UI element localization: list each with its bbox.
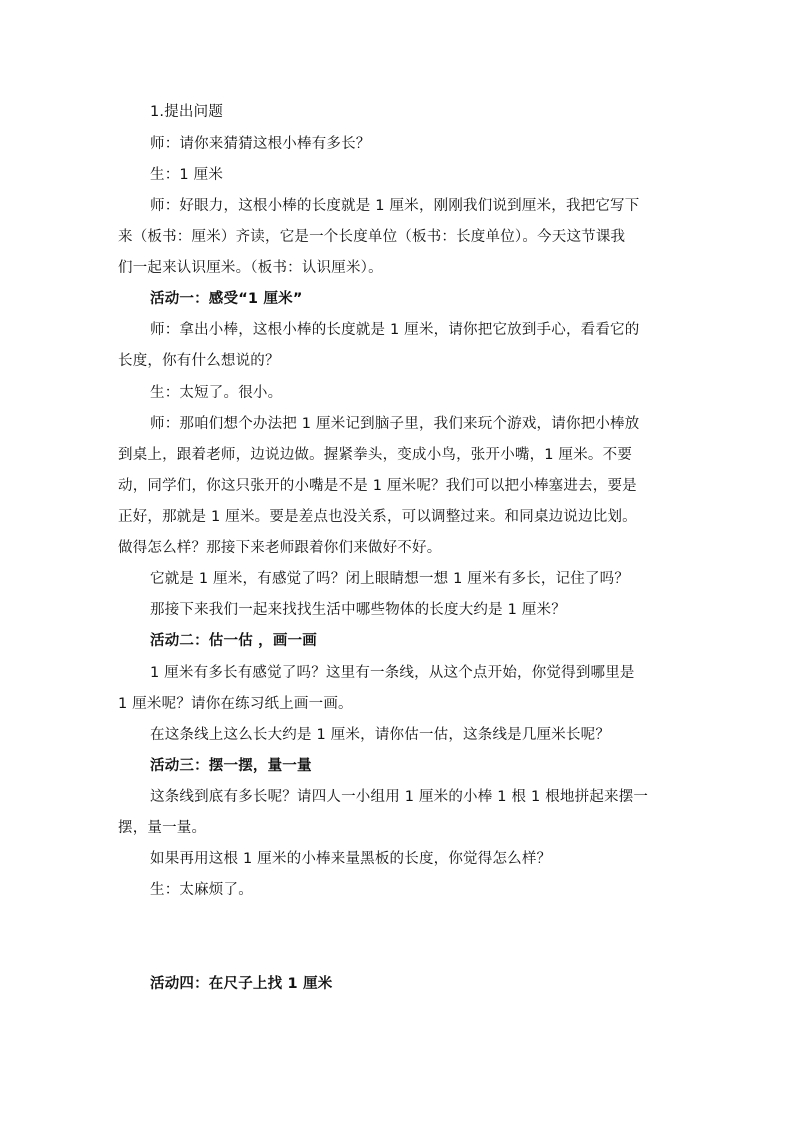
dialogue-line: 生：1 厘米	[150, 167, 224, 183]
dialogue-line: 如果再用这根 1 厘米的小棒来量黑板的长度，你觉得怎么样？	[150, 851, 552, 867]
activity-heading: 活动二：估一估 ，画一画	[150, 633, 317, 649]
activity-heading: 活动四：在尺子上找 1 厘米	[150, 976, 333, 992]
dialogue-line: 这条线到底有多长呢？请四人一小组用 1 厘米的小棒 1 根 1 根地拼起来摆一	[150, 789, 649, 805]
dialogue-line: 们一起来认识厘米。（板书：认识厘米）。	[118, 260, 383, 276]
dialogue-line: 到桌上，跟着老师，边说边做。握紧拳头，变成小鸟，张开小嘴，1 厘米。不要	[118, 447, 633, 463]
section-heading: 1.提出问题	[150, 104, 224, 120]
dialogue-line: 那接下来我们一起来找找生活中哪些物体的长度大约是 1 厘米？	[150, 602, 566, 618]
dialogue-line: 1 厘米有多长有感觉了吗？这里有一条线，从这个点开始，你觉得到哪里是	[150, 665, 635, 681]
activity-heading: 活动一：感受“1 厘米”	[150, 291, 303, 307]
dialogue-line: 动，同学们，你这只张开的小嘴是不是 1 厘米呢？我们可以把小棒塞进去，要是	[118, 478, 637, 494]
activity-heading: 活动三：摆一摆，量一量	[150, 758, 312, 774]
dialogue-line: 师：那咱们想个办法把 1 厘米记到脑子里，我们来玩个游戏，请你把小棒放	[150, 416, 640, 432]
dialogue-line: 师：拿出小棒，这根小棒的长度就是 1 厘米，请你把它放到手心，看看它的	[150, 322, 640, 338]
dialogue-line: 长度，你有什么想说的？	[118, 353, 280, 369]
dialogue-line: 做得怎么样？那接下来老师跟着你们来做好不好。	[118, 540, 442, 556]
dialogue-line: 师：好眼力，这根小棒的长度就是 1 厘米，刚刚我们说到厘米，我把它写下	[150, 198, 640, 214]
dialogue-line: 生：太短了。很小。	[150, 385, 283, 401]
dialogue-line: 正好，那就是 1 厘米。要是差点也没关系，可以调整过来。和同桌边说边比划。	[118, 509, 637, 525]
dialogue-line: 生：太麻烦了。	[150, 882, 253, 898]
dialogue-line: 来（板书：厘米）齐读，它是一个长度单位（板书：长度单位）。今天这节课我	[118, 229, 626, 245]
dialogue-line: 它就是 1 厘米，有感觉了吗？闭上眼睛想一想 1 厘米有多长，记住了吗？	[150, 571, 630, 587]
dialogue-line: 师：请你来猜猜这根小棒有多长？	[150, 136, 371, 152]
dialogue-line: 摆，量一量。	[118, 820, 207, 836]
dialogue-line: 在这条线上这么长大约是 1 厘米，请你估一估，这条线是几厘米长呢？	[150, 727, 611, 743]
dialogue-line: 1 厘米呢？请你在练习纸上画一画。	[118, 696, 353, 712]
